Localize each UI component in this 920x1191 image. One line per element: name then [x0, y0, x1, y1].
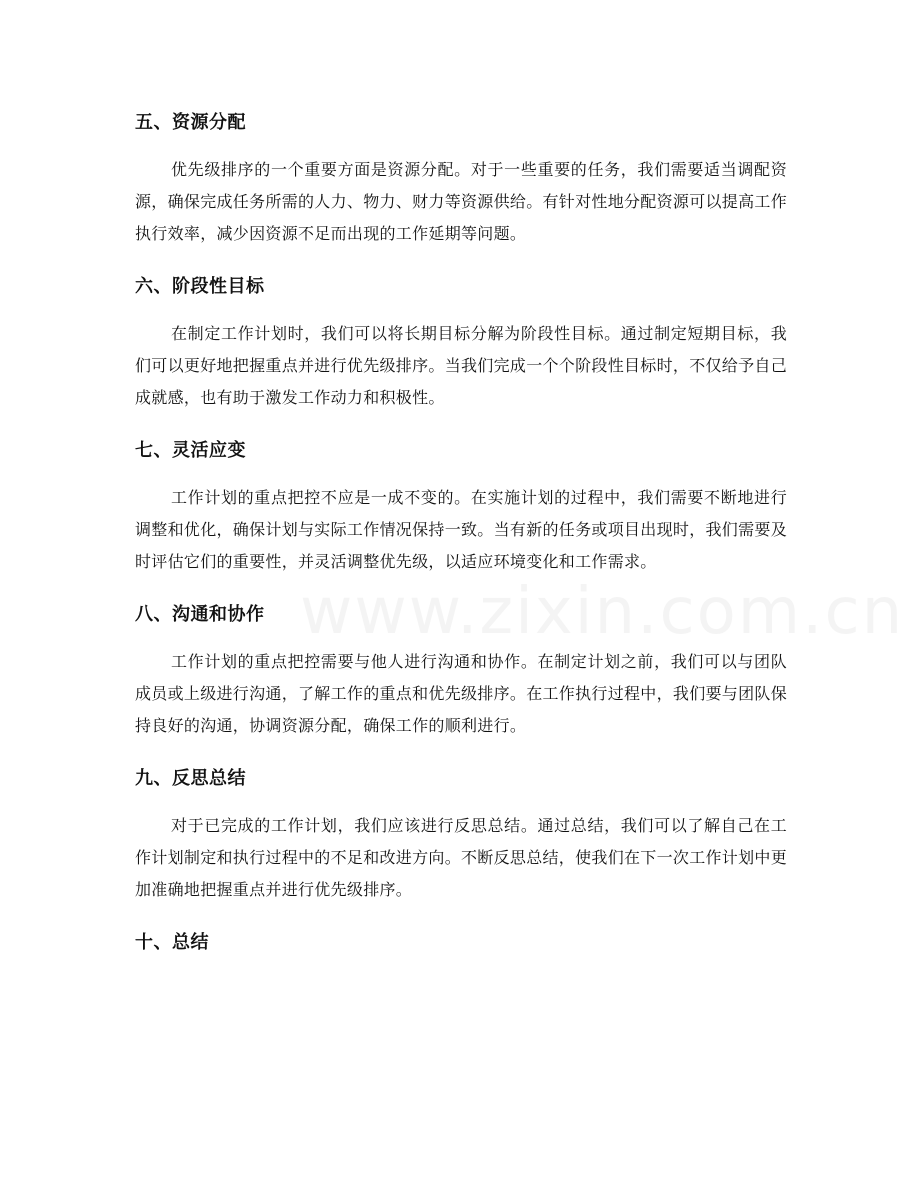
section-flexible-adaptation — [135, 432, 787, 578]
document-body — [135, 104, 787, 974]
section-heading: 五、资源分配 — [135, 112, 246, 133]
section-conclusion — [135, 924, 787, 962]
section-paragraph: 对于已完成的工作计划，我们应该进行反思总结。通过总结，我们可以了解自己在工作计划制定和执行过程中的不足和改进方向。不断反思总结，使我们在下一次工作计划中更加准确地把握重点并进行优先级排序。 — [135, 816, 788, 899]
section-heading: 六、阶段性目标 — [135, 276, 265, 297]
section-heading: 八、沟通和协作 — [135, 604, 265, 625]
section-paragraph: 在制定工作计划时，我们可以将长期目标分解为阶段性目标。通过制定短期目标，我们可以更好地把握重点并进行优先级排序。当我们完成一个个阶段性目标时，不仅给予自己成就感，也有助于激发工作动力和积极性。 — [135, 324, 788, 407]
section-heading: 十、总结 — [135, 932, 209, 953]
section-reflection-summary — [135, 760, 787, 906]
section-heading: 九、反思总结 — [135, 768, 246, 789]
section-communication-collaboration — [135, 596, 787, 742]
section-resource-allocation — [135, 104, 787, 250]
section-paragraph: 工作计划的重点把控需要与他人进行沟通和协作。在制定计划之前，我们可以与团队成员或上级进行沟通，了解工作的重点和优先级排序。在工作执行过程中，我们要与团队保持良好的沟通，协调资源分配，确保工作的顺利进行。 — [135, 652, 788, 735]
section-heading: 七、灵活应变 — [135, 440, 246, 461]
section-paragraph: 工作计划的重点把控不应是一成不变的。在实施计划的过程中，我们需要不断地进行调整和优化，确保计划与实际工作情况保持一致。当有新的任务或项目出现时，我们需要及时评估它们的重要性，并灵活调整优先级，以适应环境变化和工作需求。 — [135, 488, 788, 571]
watermark: www.zixin.com.cn — [300, 575, 905, 649]
section-paragraph: 优先级排序的一个重要方面是资源分配。对于一些重要的任务，我们需要适当调配资源，确保完成任务所需的人力、物力、财力等资源供给。有针对性地分配资源可以提高工作执行效率，减少因资源不足而出现的工作延期等问题。 — [135, 160, 788, 243]
section-stage-goals — [135, 268, 787, 414]
